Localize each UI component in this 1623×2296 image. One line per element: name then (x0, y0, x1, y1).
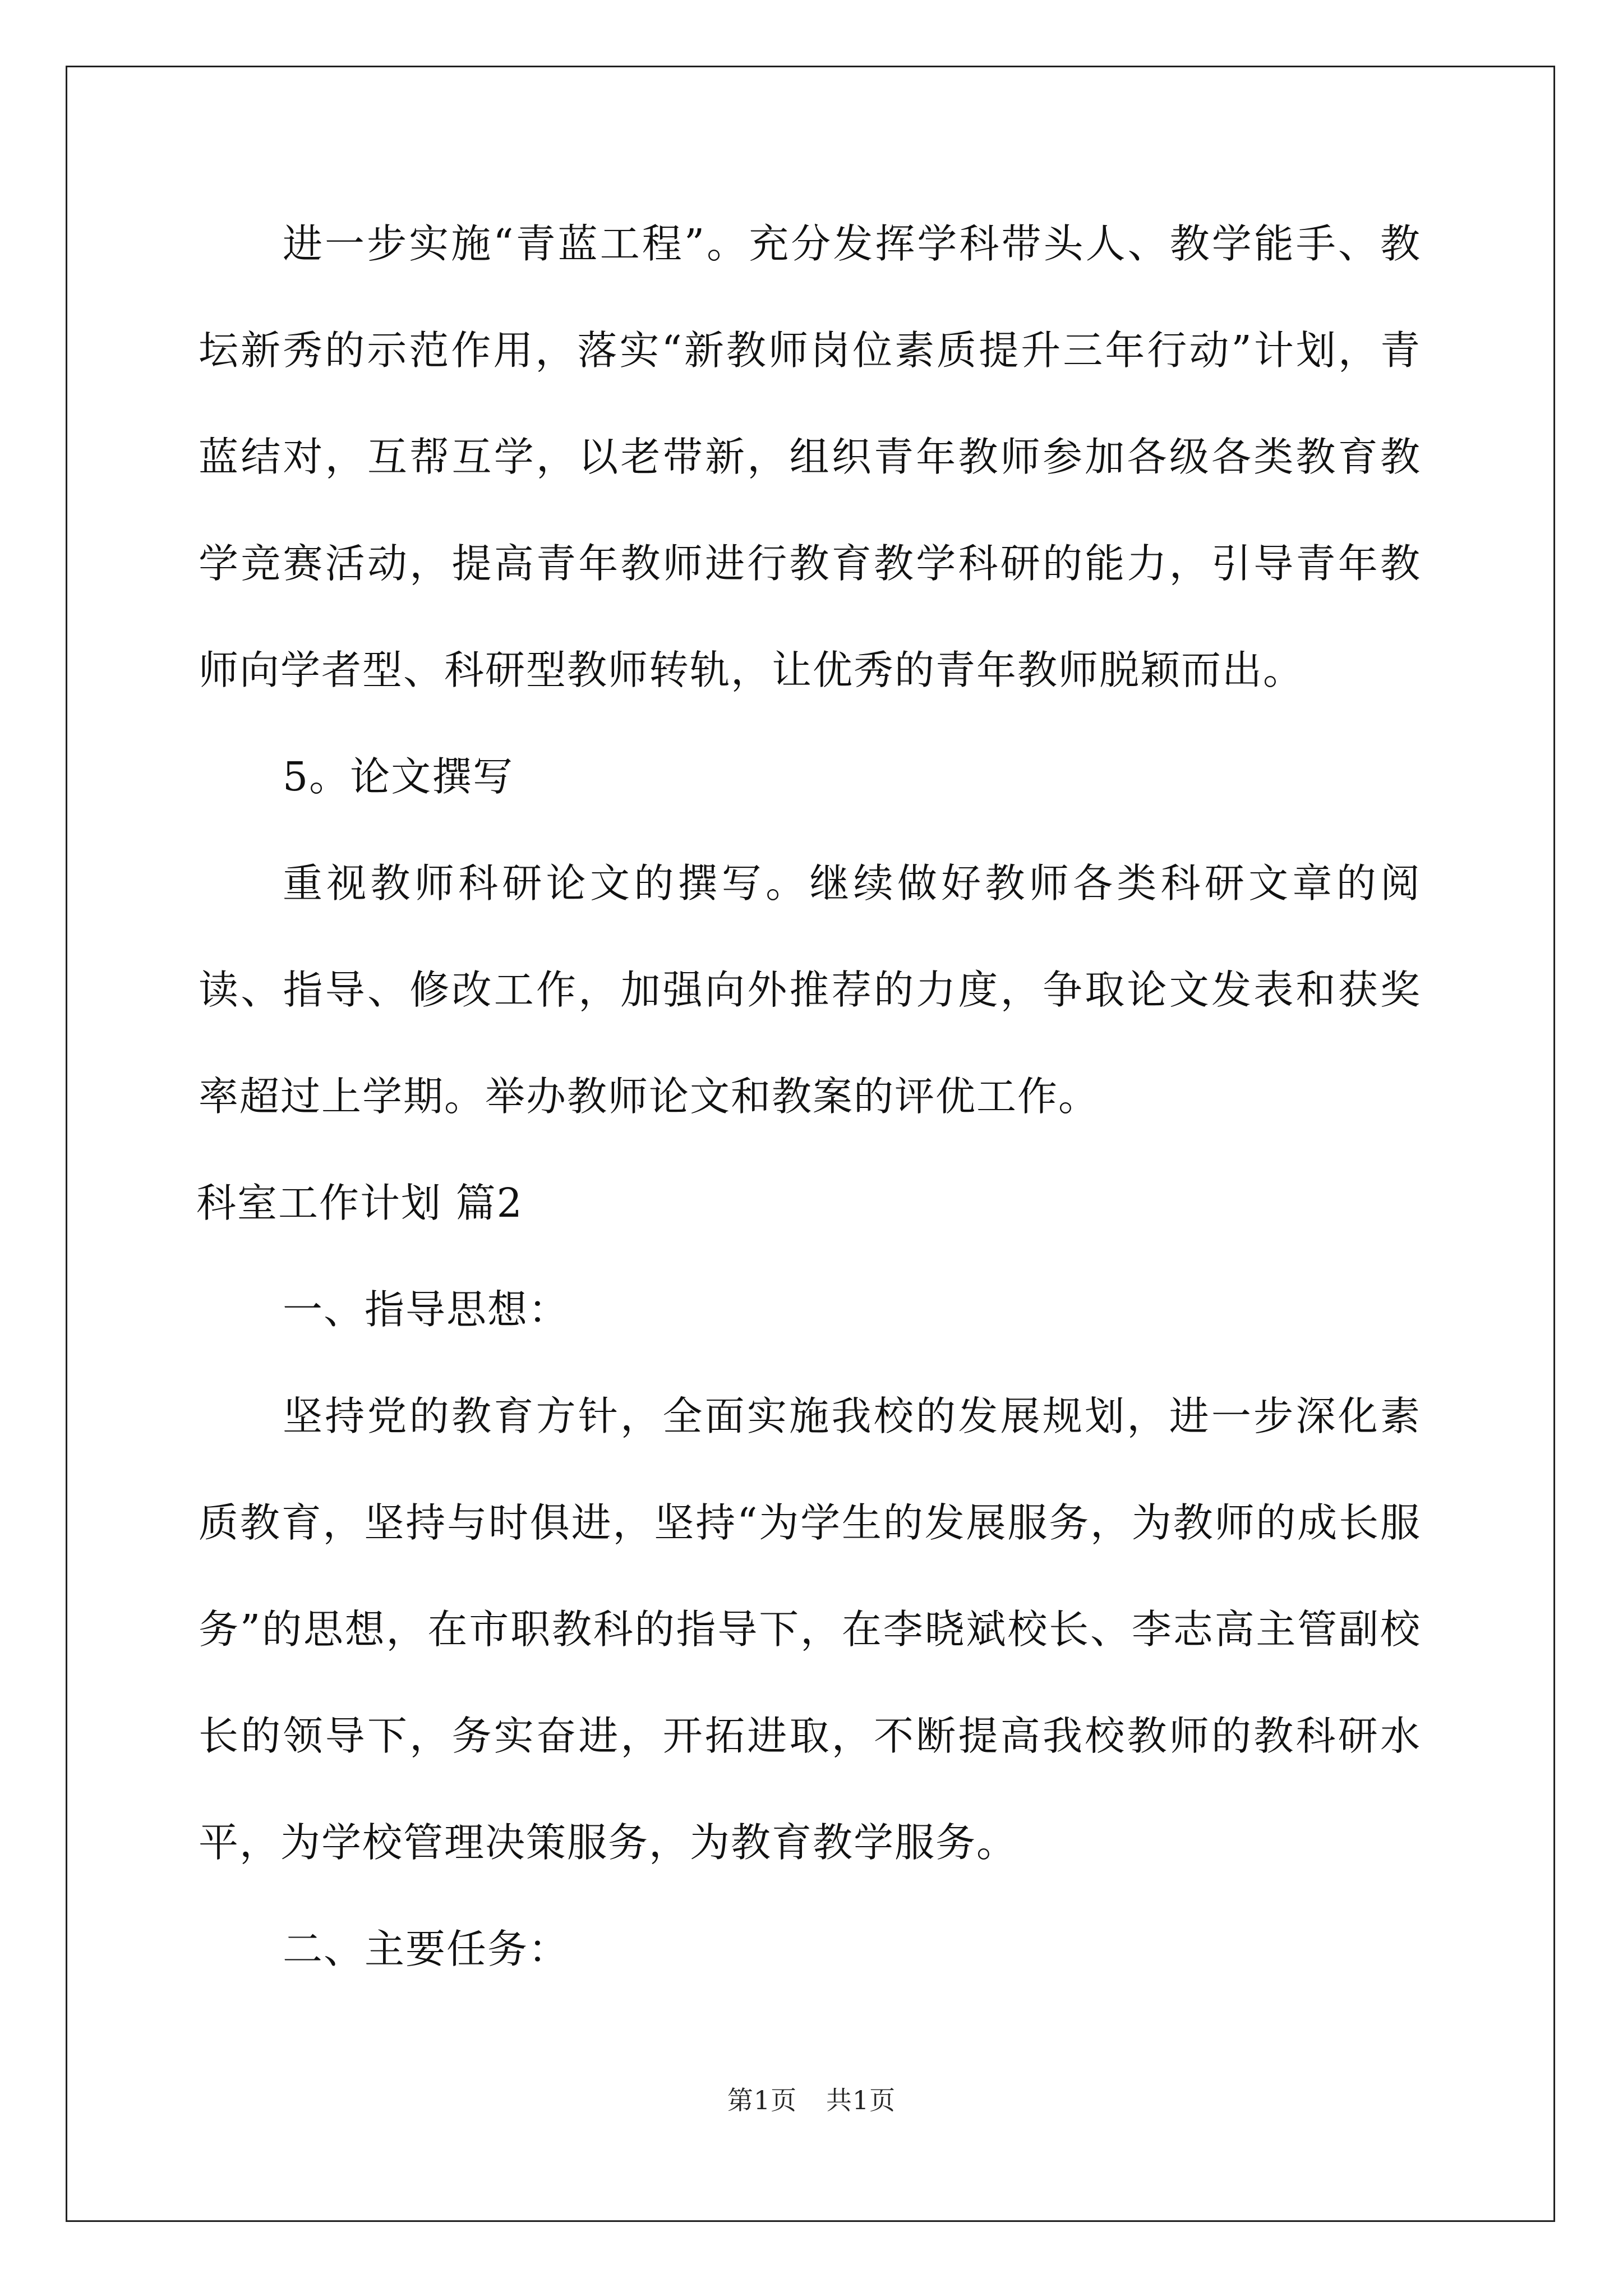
article-title-part2: 科室工作计划 篇2 (196, 1180, 523, 1226)
document-body (196, 191, 1421, 2003)
paragraph-paper-writing: 重视教师科研论文的撰写。继续做好教师各类科研文章的阅读、指导、修改工作，加强向外推荐的力度，争取论文发表和获奖率超过上学期。举办教师论文和教案的评优工作。 (199, 860, 1421, 1120)
section-heading-main-tasks: 二、主要任务： (283, 1926, 570, 1972)
page-number: 第1页 (727, 2085, 797, 2115)
paragraph-guiding-ideology: 坚持党的教育方针，全面实施我校的发展规划，进一步深化素质教育，坚持与时俱进，坚持“为学生的发展服务，为教师的成长服务”的思想，在市职教科的指导下，在李晓斌校长、李志高主管副校长的领导下，务实奋进，开拓进取，不断提高我校教师的教科研水平，为学校管理决策服务，为教育教学服务。 (199, 1393, 1421, 1866)
section-heading-guiding-ideology: 一、指导思想： (283, 1286, 570, 1333)
page-total: 共1页 (826, 2085, 896, 2115)
paragraph-qinglan-project: 进一步实施“青蓝工程”。充分发挥学科带头人、教学能手、教坛新秀的示范作用，落实“新教师岗位素质提升三年行动”计划，青蓝结对，互帮互学，以老带新，组织青年教师参加各级各类教育教学竞赛活动，提高青年教师进行教育教学科研的能力，引导青年教师向学者型、科研型教师转轨，让优秀的青年教师脱颖而出。 (199, 220, 1421, 693)
section-heading-paper-writing: 5。论文撰写 (283, 753, 514, 800)
page-footer (0, 2080, 1623, 2117)
